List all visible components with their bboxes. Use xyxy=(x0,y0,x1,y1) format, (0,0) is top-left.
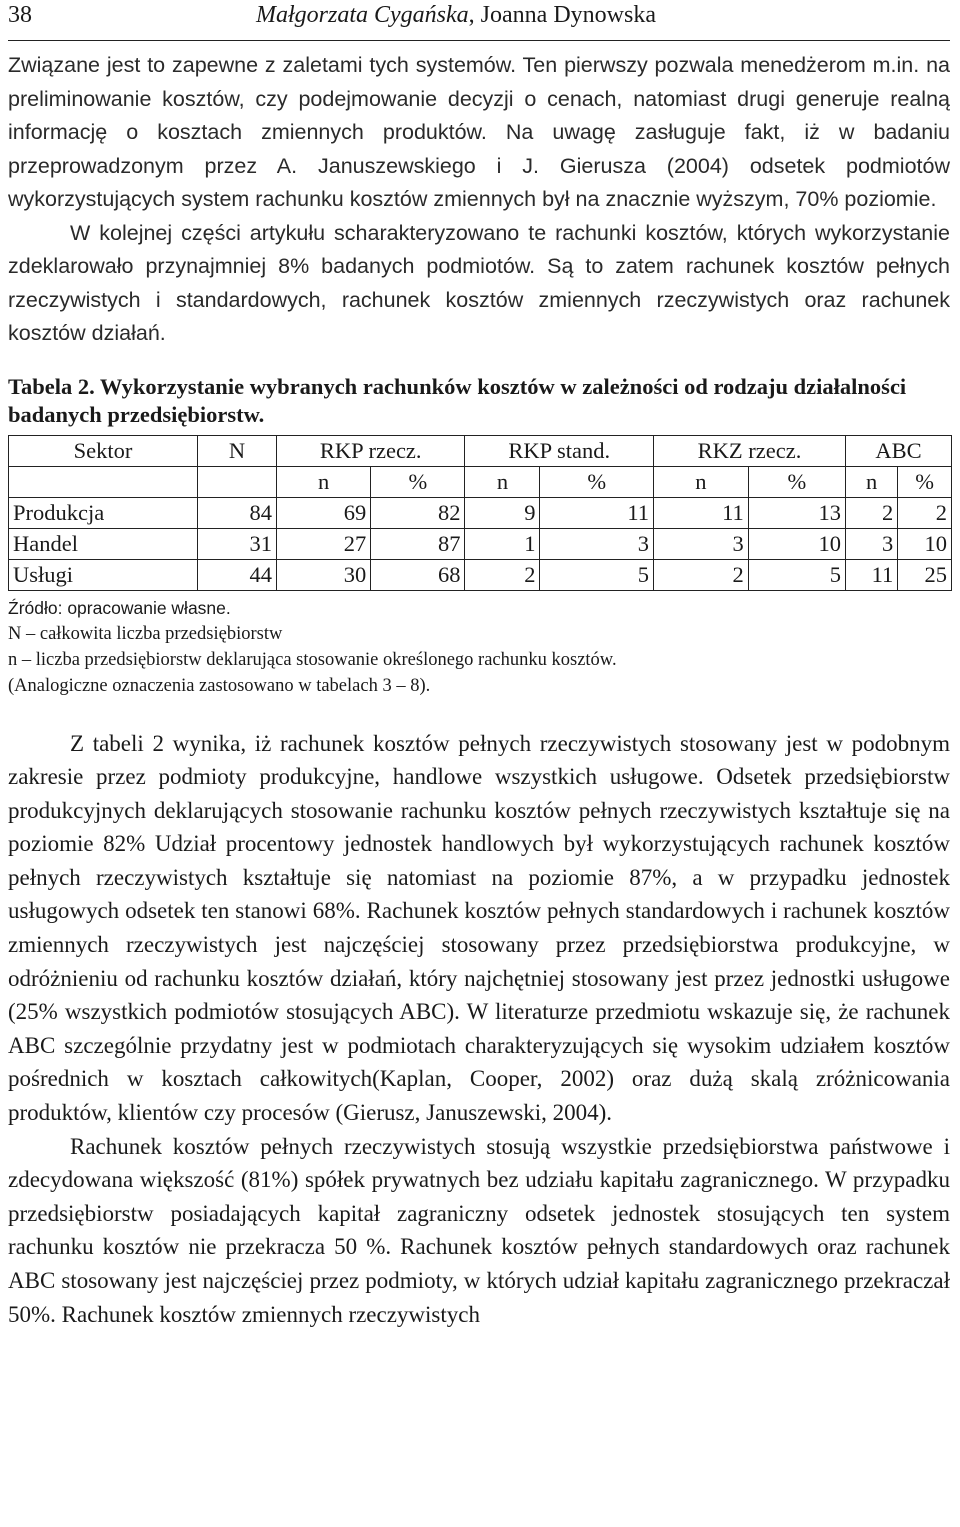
subheader-cell: n xyxy=(846,466,898,497)
page-number: 38 xyxy=(8,2,32,28)
body-paragraph-1: Z tabeli 2 wynika, iż rachunek kosztów pełnych rzeczywistych stosowany jest w podobnym zakresie przez podmioty produkcyjne, handlowe wszystkich usługowe. Odsetek przedsiębiorstw produkcyjnych deklarujących stosowanie rachunku kosztów pełnych rzeczywistych kształtuje się na poziomie 82% Udział procentowy jednostek handlowych był wykorzystujących rachunek kosztów pełnych rzeczywistych kształtuje się natomiast na poziomie 87%, a w przypadku jednostek usługowych odsetek ten stanowi 68%. Rachunek kosztów pełnych standardowych i rachunek kosztów zmiennych rzeczywistych jest najczęściej stosowany przez przedsiębiorstwa produkcyjne, w odróżnieniu od rachunku kosztów działań, który najchętniej stosowany jest przez jednostki usługowe (25% wszystkich podmiotów stosujących ABC). W literaturze przedmiotu wskazuje się, że rachunek ABC szczególnie przydatny jest w podmiotach charakteryzujących się wysokim udziałem kosztów pośrednich w kosztach całkowitych(Kaplan, Cooper, 2002) oraz dużą skalą zróżnicowania produktów, klientów czy procesów (Gierusz, Januszewski, 2004). xyxy=(8,730,950,1126)
table-cell: 5 xyxy=(748,559,845,590)
table-cell: 68 xyxy=(371,559,465,590)
header-rkp-rzecz: RKP rzecz. xyxy=(277,435,465,466)
table-cell: 3 xyxy=(540,528,654,559)
intro-paragraph-1: Związane jest to zapewne z zaletami tych systemów. Ten pierwszy pozwala menedżerom m.in. na preliminowanie kosztów, czy podejmowanie decyzji o cenach, natomiast drugi generuje realną informację o kosztach zmiennych produktów. Na uwagę zasługuje fakt, iż w badaniu przeprowadzonym przez A. Januszewskiego i J. Gierusza (2004) odsetek podmiotów wykorzystujących system rachunku kosztów zmiennych był na znacznie wyższym, 70% poziomie. xyxy=(8,53,950,211)
header-sektor: Sektor xyxy=(9,435,198,466)
data-table xyxy=(8,435,952,591)
table-row xyxy=(9,559,952,590)
author-separator: , xyxy=(468,2,481,28)
row-label: Produkcja xyxy=(9,497,198,528)
table-source-note: Źródło: opracowanie własne. xyxy=(8,597,231,618)
subheader-cell: % xyxy=(898,466,952,497)
table-cell: 25 xyxy=(898,559,952,590)
table-cell: 9 xyxy=(465,497,540,528)
table-header-row xyxy=(9,435,952,466)
legend-note-analog: (Analogiczne oznaczenia zastosowano w tabelach 3 – 8). xyxy=(8,675,431,696)
body-paragraph-2: Rachunek kosztów pełnych rzeczywistych stosują wszystkie przedsiębiorstwa państwowe i zdecydowana większość (81%) spółek prywatnych bez udziału kapitału zagranicznego. W przypadku przedsiębiorstw posiadających kapitał zagraniczny odsetek jednostek stosujących ten system rachunku kosztów nie przekracza 50 %. Rachunek kosztów pełnych standardowych oraz rachunek ABC stosowany jest najczęściej przez podmioty, w których udział kapitału zagranicznego przekraczał 50%. Rachunek kosztów zmiennych rzeczywistych xyxy=(8,1133,950,1327)
table-cell: 2 xyxy=(465,559,540,590)
table-cell: 69 xyxy=(277,497,371,528)
table-cell: 13 xyxy=(748,497,845,528)
table-cell: 27 xyxy=(277,528,371,559)
author-2: Joanna Dynowska xyxy=(480,2,656,28)
table-cell: 11 xyxy=(846,559,898,590)
legend-note-lower-n: n – liczba przedsiębiorstw deklarująca stosowanie określonego rachunku kosztów. xyxy=(8,649,617,670)
table-cell: 82 xyxy=(371,497,465,528)
legend-note-upper-n: N – całkowita liczba przedsiębiorstw xyxy=(8,623,283,644)
table-cell: 2 xyxy=(846,497,898,528)
subheader-cell: % xyxy=(748,466,845,497)
table-cell xyxy=(9,466,198,497)
table-subheader-row xyxy=(9,466,952,497)
intro-paragraph-2: W kolejnej części artykułu scharakteryzowano te rachunki kosztów, których wykorzystanie zdeklarowało przynajmniej 8% badanych podmiotów. Są to zatem rachunek kosztów pełnych rzeczywistych i standardowych, rachunek kosztów zmiennych rzeczywistych oraz rachunek kosztów działań. xyxy=(8,220,950,345)
table-cell: 10 xyxy=(898,528,952,559)
table-cell: 1 xyxy=(465,528,540,559)
table-cell: 30 xyxy=(277,559,371,590)
table-cell: 11 xyxy=(540,497,654,528)
row-label: Handel xyxy=(9,528,198,559)
page-header xyxy=(8,0,950,41)
table-cell: 31 xyxy=(198,528,277,559)
row-label: Usługi xyxy=(9,559,198,590)
table-row xyxy=(9,528,952,559)
table-cell xyxy=(198,466,277,497)
table-cell: 87 xyxy=(371,528,465,559)
subheader-cell: % xyxy=(371,466,465,497)
table-row xyxy=(9,497,952,528)
header-abc: ABC xyxy=(846,435,952,466)
table-cell: 44 xyxy=(198,559,277,590)
subheader-cell: n xyxy=(277,466,371,497)
table-cell: 2 xyxy=(654,559,749,590)
table-caption: Tabela 2. Wykorzystanie wybranych rachunków kosztów w zależności od rodzaju działalności badanych przedsiębiorstw. xyxy=(8,373,907,427)
subheader-cell: n xyxy=(465,466,540,497)
subheader-cell: n xyxy=(654,466,749,497)
table-cell: 10 xyxy=(748,528,845,559)
table-cell: 5 xyxy=(540,559,654,590)
table-cell: 3 xyxy=(846,528,898,559)
author-1: Małgorzata Cygańska xyxy=(256,2,469,28)
table-cell: 11 xyxy=(654,497,749,528)
table-cell: 84 xyxy=(198,497,277,528)
header-n: N xyxy=(198,435,277,466)
header-rkp-stand: RKP stand. xyxy=(465,435,654,466)
header-rkz-rzecz: RKZ rzecz. xyxy=(654,435,846,466)
subheader-cell: % xyxy=(540,466,654,497)
table-cell: 3 xyxy=(654,528,749,559)
running-head xyxy=(256,2,656,29)
table-cell: 2 xyxy=(898,497,952,528)
